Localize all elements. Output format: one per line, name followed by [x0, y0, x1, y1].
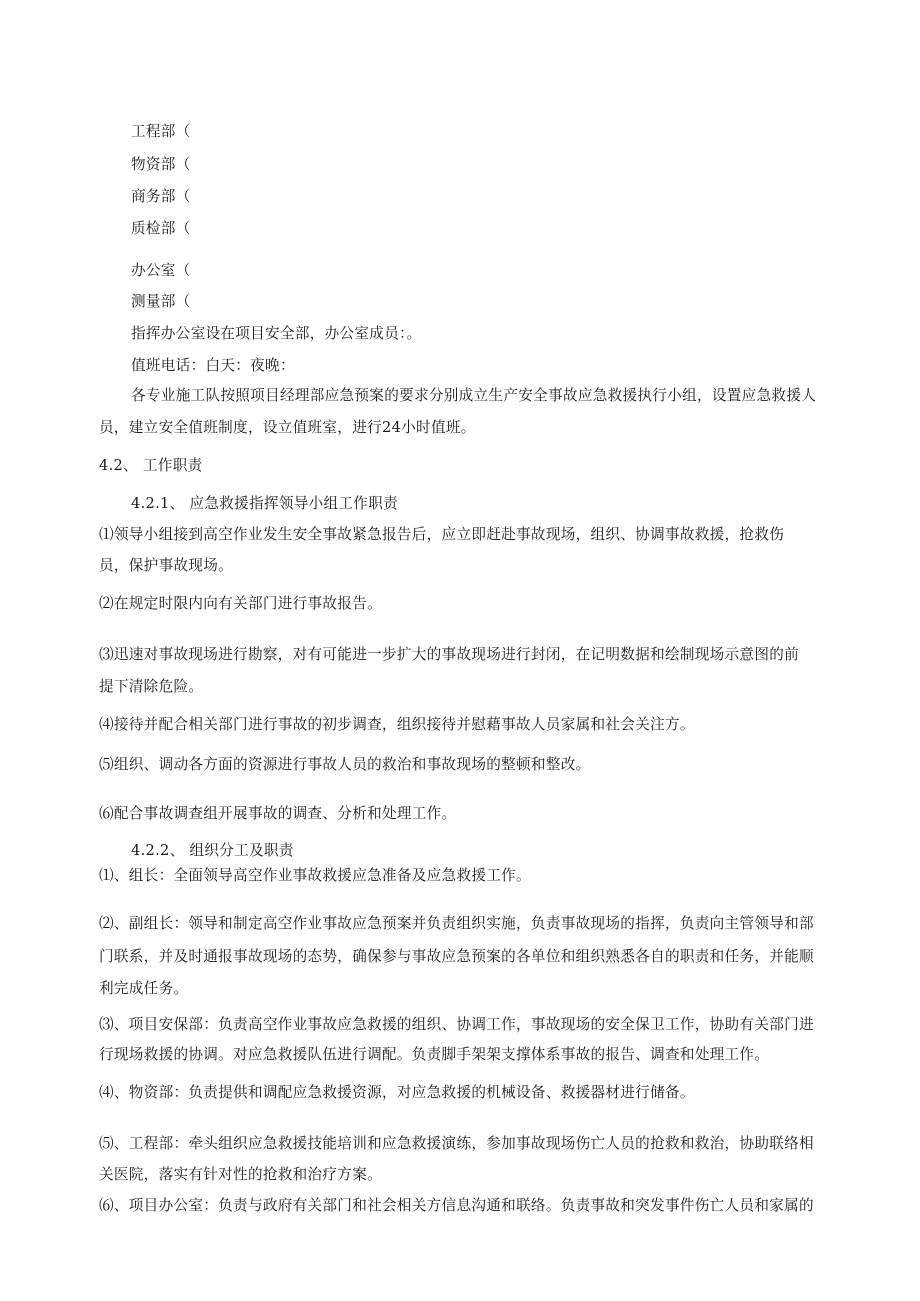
paragraph-line: 各专业施工队按照项目经理部应急预案的要求分别成立生产安全事故应急救援执行小组，设置应急救援人	[131, 387, 817, 404]
dept-survey: 测量部（	[131, 293, 191, 310]
list-item-continuation: 门联系，并及时通报事故现场的态势，确保参与事故应急预案的各单位和组织熟悉各自的职责和任务，并能顺	[99, 948, 814, 965]
list-item: ⑹、项目办公室：负责与政府有关部门和社会相关方信息沟通和联络。负责事故和突发事件伤亡人员和家属的	[99, 1197, 814, 1214]
duty-phone-line: 值班电话：白天：夜晚：	[131, 357, 295, 374]
list-item: ⑷接待并配合相关部门进行事故的初步调查，组织接待并慰藉事故人员家属和社会关注方。	[99, 716, 695, 733]
list-item: ⑸、工程部：牵头组织应急救援技能培训和应急救援演练，参加事故现场伤亡人员的抢救和救治，协助联络相	[99, 1135, 814, 1152]
list-item: ⑶、项目安保部：负责高空作业事故应急救援的组织、协调工作，事故现场的安全保卫工作，协助有关部门进	[99, 1016, 814, 1033]
dept-materials: 物资部（	[131, 156, 191, 173]
subsection-heading: 4.2.2、 组织分工及职责	[131, 842, 294, 859]
section-heading: 4.2、 工作职责	[99, 457, 203, 474]
list-item: ⑵、副组长：领导和制定高空作业事故应急预案并负责组织实施，负责事故现场的指挥，负责向主管领导和部	[99, 915, 814, 932]
dept-commerce: 商务部（	[131, 188, 191, 205]
dept-office: 办公室（	[131, 262, 191, 279]
list-item: ⑹配合事故调查组开展事故的调查、分析和处理工作。	[99, 805, 457, 822]
command-office-line: 指挥办公室设在项目安全部，办公室成员：。	[131, 325, 422, 342]
list-item: ⑷、物资部：负责提供和调配应急救援资源，对应急救援的机械设备、救援器材进行储备。	[99, 1084, 695, 1101]
list-item: ⑶迅速对事故现场进行勘察，对有可能进一步扩大的事故现场进行封闭，在记明数据和绘制现场示意图的前	[99, 646, 800, 663]
list-item-continuation: 利完成任务。	[99, 980, 189, 997]
list-item-continuation: 关医院，落实有针对性的抢救和治疗方案。	[99, 1166, 382, 1183]
list-item-continuation: 员，保护事故现场。	[99, 557, 234, 574]
list-item-continuation: 行现场救援的协调。对应急救援队伍进行调配。负责脚手架架支撑体系事故的报告、调查和处理工作。	[99, 1046, 770, 1063]
paragraph-line: 员，建立安全值班制度，设立值班室，进行24小时值班。	[99, 419, 476, 436]
list-item: ⑸组织、调动各方面的资源进行事故人员的救治和事故现场的整顿和整改。	[99, 756, 591, 773]
list-item: ⑴领导小组接到高空作业发生安全事故紧急报告后，应立即赶赴事故现场，组织、协调事故救援，抢救伤	[99, 526, 785, 543]
list-item-continuation: 提下清除危险。	[99, 678, 204, 695]
list-item: ⑴、组长：全面领导高空作业事故救援应急准备及应急救援工作。	[99, 867, 531, 884]
subsection-heading: 4.2.1、 应急救援指挥领导小组工作职责	[131, 495, 398, 512]
list-item: ⑵在规定时限内向有关部门进行事故报告。	[99, 595, 382, 612]
dept-engineering: 工程部（	[131, 123, 191, 140]
dept-quality: 质检部（	[131, 220, 191, 237]
